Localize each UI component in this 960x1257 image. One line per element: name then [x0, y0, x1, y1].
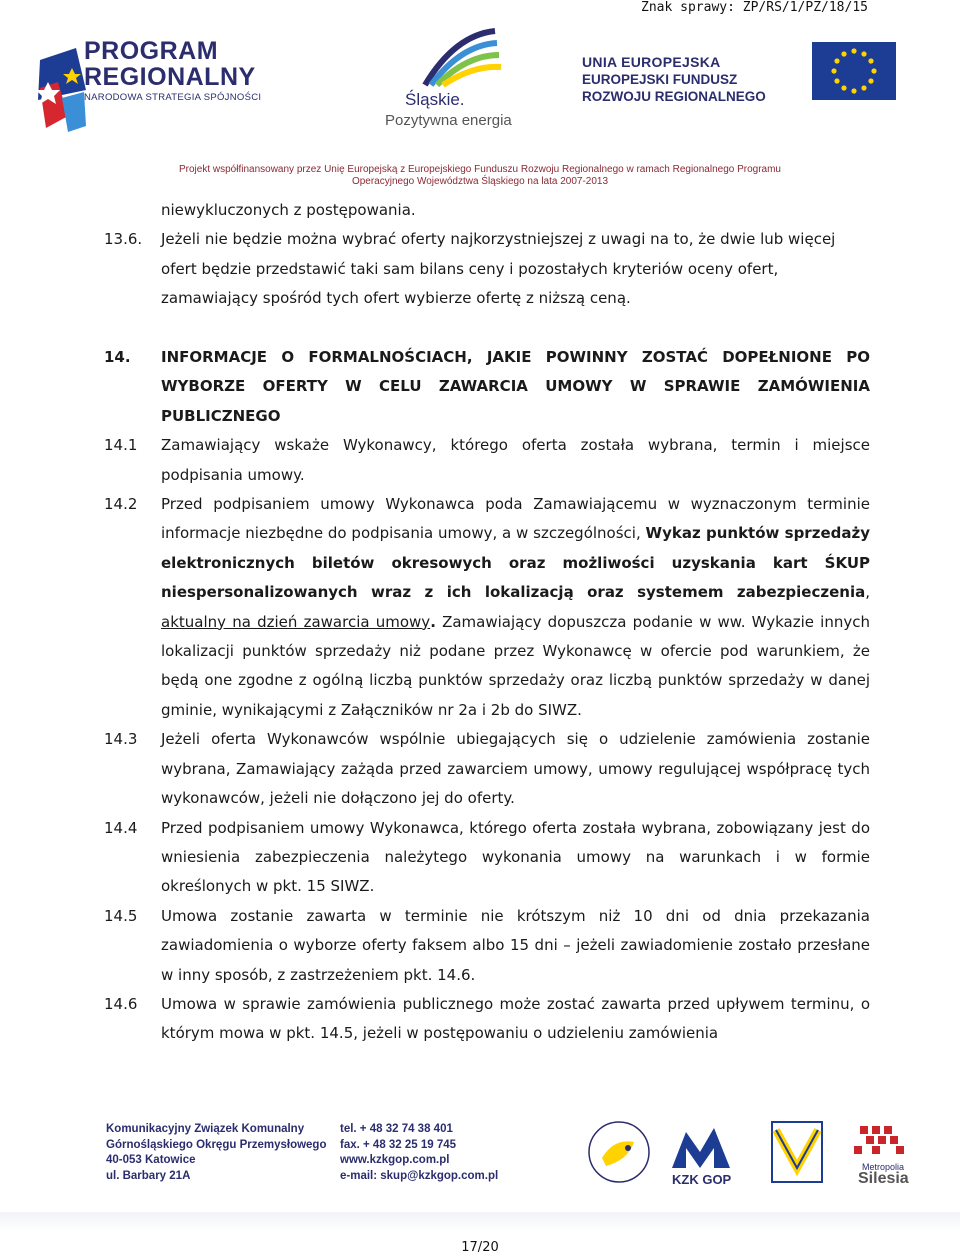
eu-fund-title: UNIA EUROPEJSKA EUROPEJSKI FUNDUSZ ROZWOJU REGIONALNEGO: [582, 54, 766, 104]
program-title: PROGRAM REGIONALNY: [84, 37, 256, 91]
clause-text: Jeżeli nie będzie można wybrać oferty najkorzystniejszej z uwagi na to, że dwie lub więcej ofert będzie przedstawić taki sam bilans ceny i pozostałych kryteriów oceny ofert, zamawiający spośród tych ofert wybierze ofertę z niższą ceną.: [161, 230, 836, 308]
clause-number: 14.2: [104, 495, 138, 514]
clause-number: 14.5: [104, 906, 138, 925]
kzk-gop-caption: KZK GOP: [672, 1172, 732, 1187]
section-14-heading: [104, 343, 870, 431]
cofinancing-note: Projekt współfinansowany przez Unię Europejską z Europejskiego Funduszu Rozwoju Regionalnego w ramach Regionalnego Programu Operacyjnego Województwa Śląskiego na lata 2007-2013: [179, 164, 781, 187]
clause-text: Przed podpisaniem umowy Wykonawca, którego oferta została wybrana, zobowiązany jest do wniesienia zabezpieczenia należytego wykonania umowy na warunkach i w formie określonych w pkt. 15 SIWZ.: [161, 818, 870, 896]
metropolia-silesia-logo-icon: [852, 1122, 916, 1162]
bold-phrase: Wykaz punktów sprzedaży elektronicznych biletów okresowych oraz możliwości uzyskania kart ŚKUP niespersonalizowanych wraz z ich lokalizacją oraz systemem zabezpieczenia: [161, 524, 870, 602]
clause-text: Umowa zostanie zawarta w terminie nie krótszym niż 10 dni od dnia przekazania zawiadomienia o wyborze oferty faksem albo 15 dni – jeżeli zawiadomienie zostało przesłane w inny sposób, z zastrzeżeniem pkt. 14.6.: [161, 906, 870, 984]
clause-number: 14.4: [104, 818, 138, 837]
slaska-karta-logo-icon: [584, 1116, 654, 1188]
phone: tel. + 48 32 74 38 401: [340, 1123, 453, 1135]
clause-number: 14.1: [104, 436, 138, 455]
clause-text: Przed podpisaniem umowy Wykonawca poda Zamawiającemu w wyznaczonym terminie informacje niezbędne do podpisania umowy, a w szczególności, Wykaz punktów sprzedaży elektronicznych biletów okresowych oraz możliwości uzyskania kart ŚKUP niespersonalizowanych wraz z ich lokalizacją oraz systemem zabezpieczenia, aktualny na dzień zawarcia umowy. Zamawiający dopuszcza podanie w ww. Wykazie innych lokalizacji punktów sprzedaży niż podane przez Wykonawcę w ofercie pod warunkiem, że będą one zgodne z ogólną liczbą punktów sprzedaży oraz liczbą punktów sprzedaży w danej gminie, wynikającymi z Załączników nr 2a i 2b do SIWZ.: [161, 495, 870, 719]
kzk-contact: [340, 1122, 498, 1184]
regional-emblem-icon: [770, 1120, 824, 1188]
clause-14-3: [104, 725, 870, 813]
underlined-phrase: aktualny na dzień zawarcia umowy: [161, 612, 431, 631]
clause-number: 14.6: [104, 994, 138, 1013]
clause-14-5: [104, 902, 870, 990]
program-subtitle: NARODOWA STRATEGIA SPÓJNOŚCI: [84, 92, 262, 103]
footer-band: [0, 1212, 960, 1232]
document-body: [104, 196, 870, 1049]
section-title: INFORMACJE O FORMALNOŚCIACH, JAKIE POWINNY ZOSTAĆ DOPEŁNIONE PO WYBORZE OFERTY W CELU ZAWARCIA UMOWY W SPRAWIE ZAMÓWIENIA PUBLICZNEGO: [161, 348, 870, 425]
slaskie-slogan: Pozytywna energia: [385, 112, 512, 129]
page-number: 17/20: [461, 1240, 499, 1255]
metropolia-caption: Metropolia: [862, 1162, 905, 1172]
clause-13-6: [104, 225, 870, 313]
clause-14-4: [104, 814, 870, 902]
continued-line: niewykluczonych z postępowania.: [161, 201, 416, 219]
section-number: 14.: [104, 348, 131, 367]
kzk-gop-logo-icon: [668, 1122, 734, 1172]
eu-flag-icon: [812, 42, 896, 100]
clause-text: Jeżeli oferta Wykonawców wspólnie ubiegających się o udzielenie zamówienia zostanie wybrana, Zamawiający zażąda przed zawarciem umowy, umowy regulującej współpracę tych wykonawców, jeżeli nie dołączono jej do oferty.: [161, 730, 870, 808]
case-reference: Znak sprawy: ZP/RS/1/PZ/18/15: [641, 0, 868, 15]
clause-number: 13.6.: [104, 230, 143, 249]
clause-number: 14.3: [104, 730, 138, 749]
clause-14-1: [104, 431, 870, 490]
silesia-caption: Silesia: [858, 1170, 909, 1187]
clause-text: Zamawiający wskaże Wykonawcy, którego oferta została wybrana, termin i miejsce podpisania umowy.: [161, 436, 870, 484]
fax: fax. + 48 32 25 19 745: [340, 1138, 457, 1151]
clause-14-2: [104, 490, 870, 725]
page-header: [0, 20, 960, 187]
page-footer: [0, 1110, 960, 1210]
clause-text: Umowa w sprawie zamówienia publicznego może zostać zawarta przed upływem terminu, o którym mowa w pkt. 14.5, jeżeli w postępowaniu o udzieleniu zamówienia: [161, 994, 870, 1043]
slaskie-title: Śląskie.: [405, 90, 465, 109]
website-link[interactable]: www.kzkgop.com.pl: [340, 1154, 450, 1166]
kzk-address: Komunikacyjny Związek Komunalny Górnośląskiego Okręgu Przemysłowego 40-053 Katowice ul. Barbary 21A: [106, 1123, 327, 1182]
email-link[interactable]: e-mail: skup@kzkgop.com.pl: [340, 1169, 499, 1182]
clause-14-6: [104, 990, 870, 1049]
